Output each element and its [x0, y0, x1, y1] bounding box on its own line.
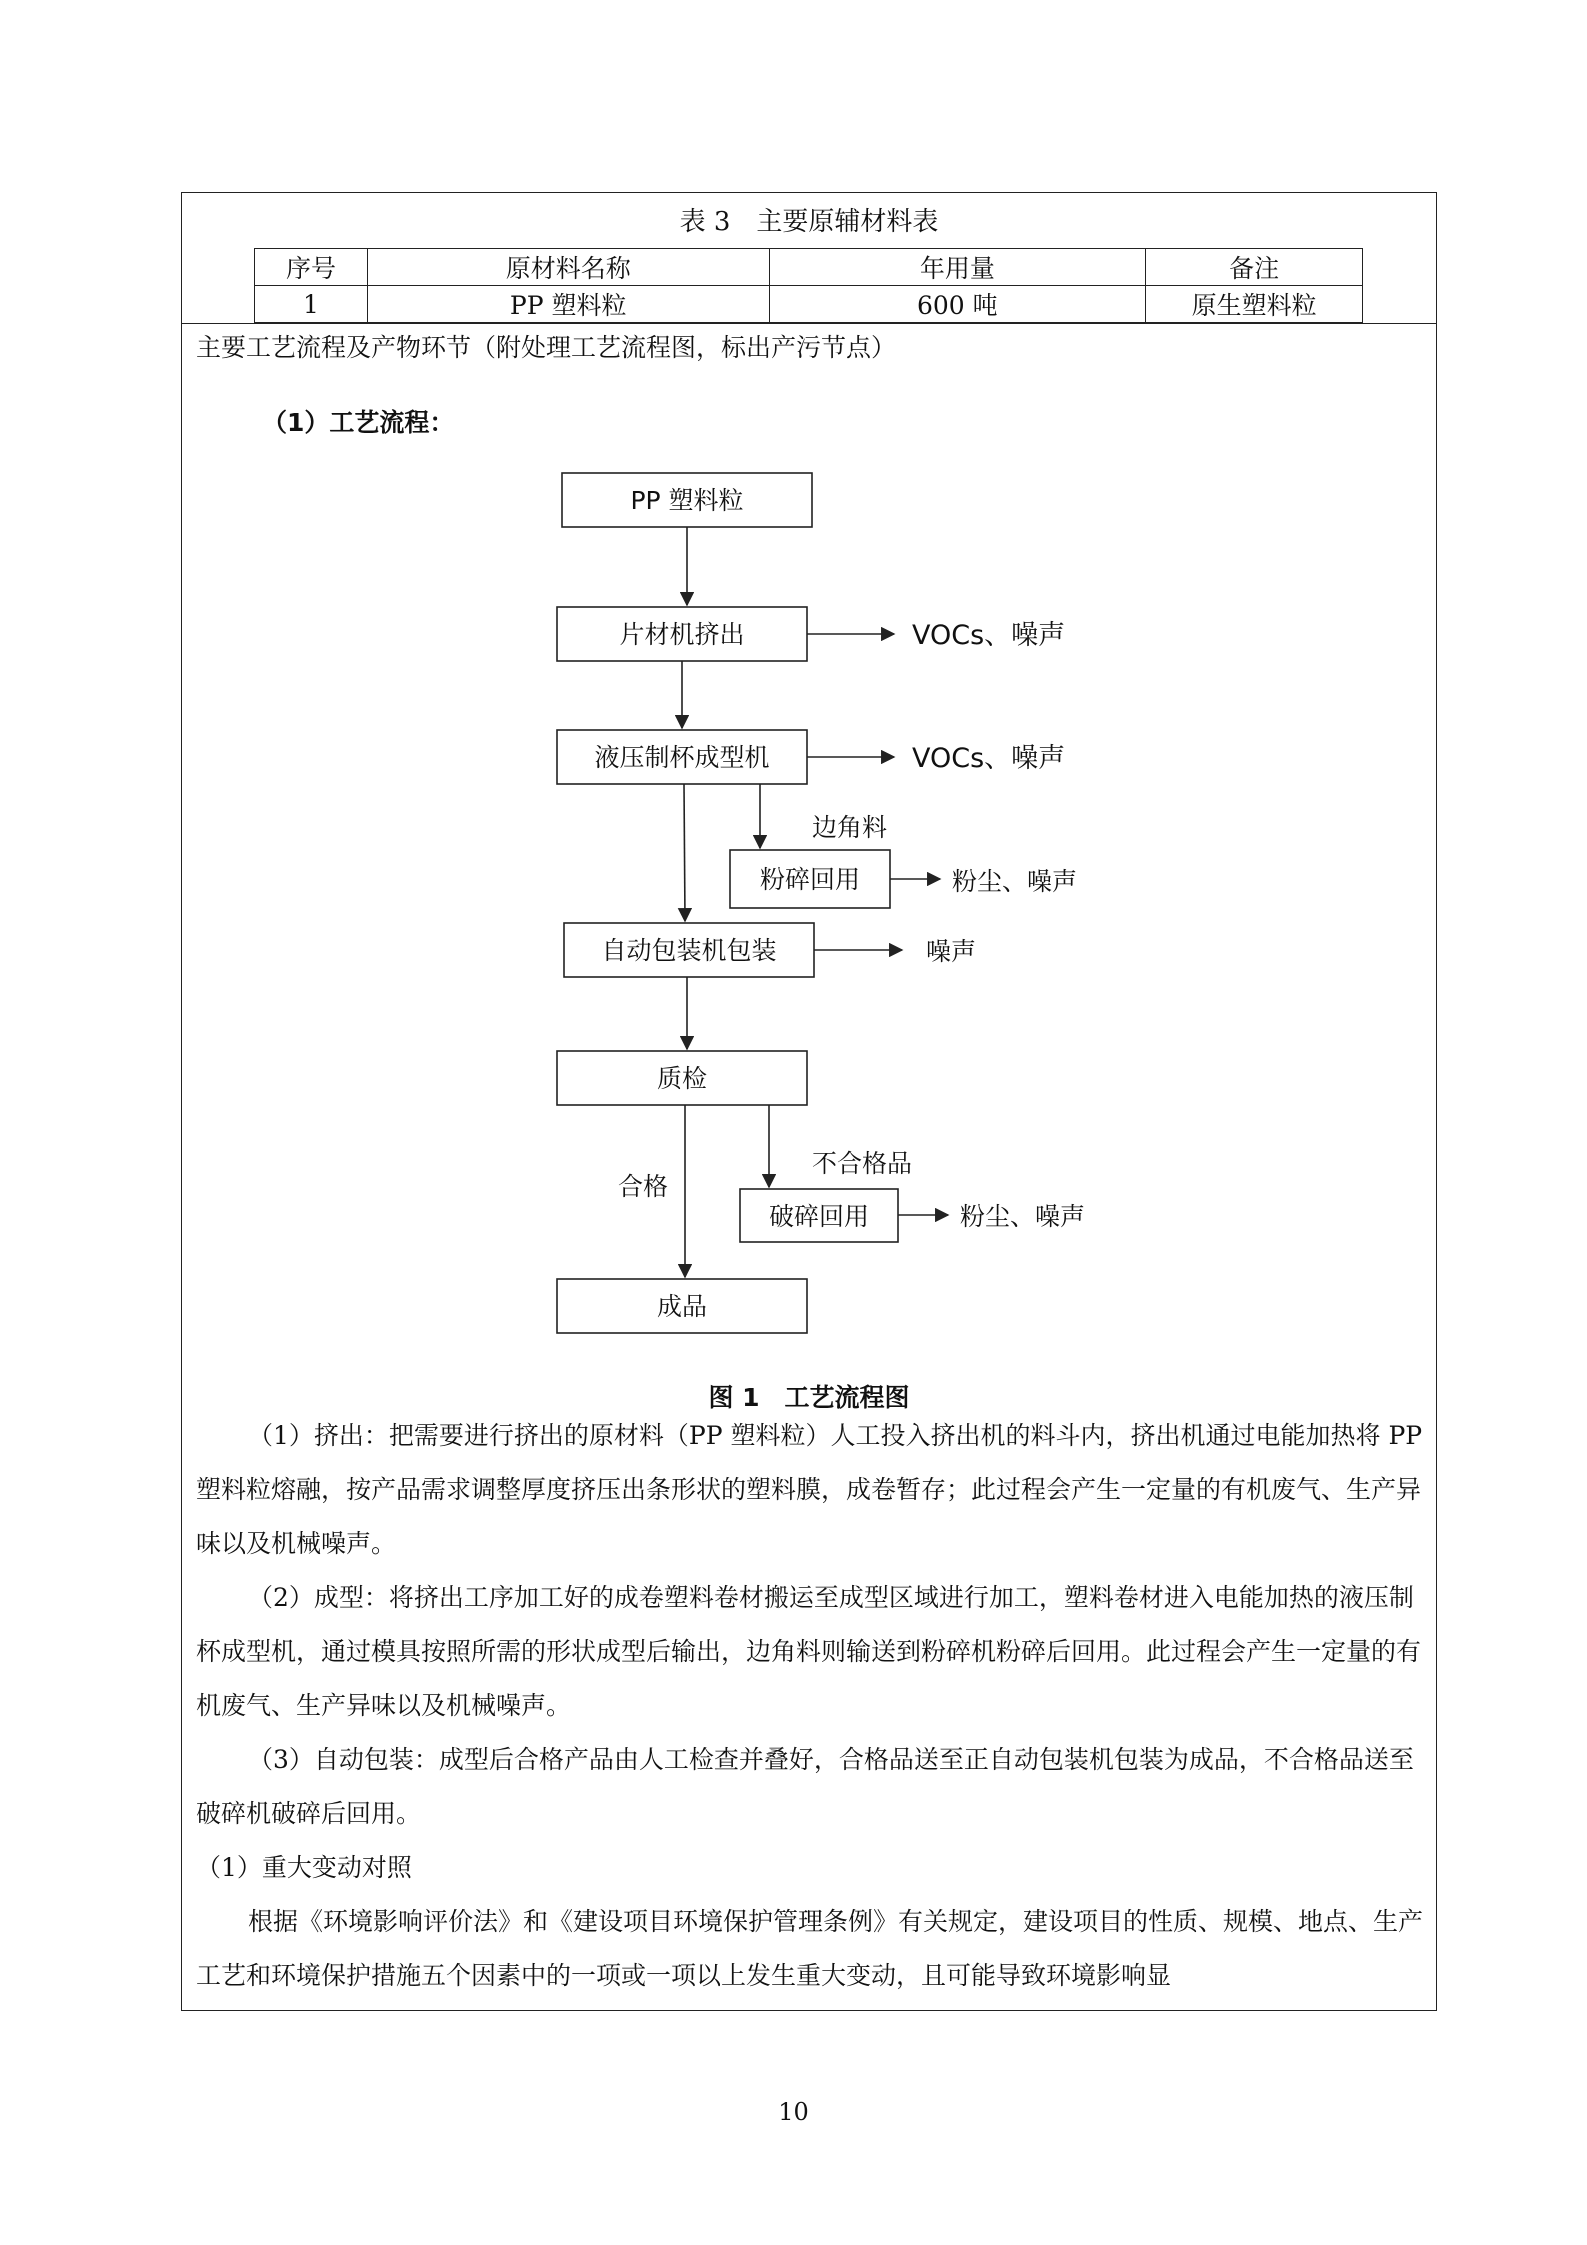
process-flow-diagram	[182, 443, 1436, 1373]
process-subheading: （1）工艺流程：	[262, 408, 455, 437]
emission-break: 粉尘、噪声	[960, 1202, 1086, 1231]
emission-pack: 噪声	[926, 937, 977, 966]
node-quality-check-label: 质检	[656, 1064, 708, 1093]
node-mold-label: 液压制杯成型机	[594, 743, 770, 772]
table-header-row	[255, 249, 1363, 286]
paragraph-major-change-heading: （1）重大变动对照	[196, 1853, 412, 1882]
node-auto-pack-label: 自动包装机包装	[601, 936, 777, 965]
table-caption: 表 3 主要原辅材料表	[679, 207, 939, 237]
branch-scrap-label: 边角料	[812, 813, 888, 842]
cell-remark: 原生塑料粒	[1146, 286, 1363, 323]
header-index: 序号	[255, 249, 368, 286]
cell-index: 1	[255, 286, 368, 323]
materials-table-section	[182, 193, 1436, 324]
cell-annual-usage: 600 吨	[769, 286, 1146, 323]
emission-crush: 粉尘、噪声	[952, 867, 1078, 896]
figure-caption: 图 1 工艺流程图	[708, 1383, 910, 1412]
arrow-mold-to-pack	[684, 784, 685, 921]
paragraph-major-change-body: 根据《环境影响评价法》和《建设项目环境保护管理条例》有关规定，建设项目的性质、规模、地点、生产工艺和环境保护措施五个因素中的一项或一项以上发生重大变动，且可能导致环境影响显	[196, 1907, 1424, 1990]
page-number: 10	[778, 2098, 809, 2126]
header-material-name: 原材料名称	[367, 249, 769, 286]
node-pp-pellets-label: PP 塑料粒	[630, 486, 744, 515]
node-crush-recycle-label: 粉碎回用	[759, 865, 861, 894]
header-annual-usage: 年用量	[769, 249, 1146, 286]
branch-reject-label: 不合格品	[812, 1149, 913, 1178]
node-extrude-label: 片材机挤出	[619, 620, 745, 649]
cell-material-name: PP 塑料粒	[367, 286, 769, 323]
paragraph-extrusion: （1）挤出：把需要进行挤出的原材料（PP 塑料粒）人工投入挤出机的料斗内，挤出机通过电能加热将 PP 塑料粒熔融，按产品需求调整厚度挤压出条形状的塑料膜，成卷暂存；此过程会产生一定量的有机废气、生产异味以及机械噪声。	[196, 1421, 1423, 1558]
report-frame	[181, 192, 1437, 2011]
paragraph-packaging: （3）自动包装：成型后合格产品由人工检查并叠好，合格品送至正自动包装机包装为成品，不合格品送至破碎机破碎后回用。	[196, 1745, 1414, 1828]
materials-table	[254, 248, 1363, 323]
emission-mold: VOCs、噪声	[912, 743, 1066, 774]
process-intro: 主要工艺流程及产物环节（附处理工艺流程图，标出产污节点）	[196, 333, 897, 362]
emission-extrude: VOCs、噪声	[912, 620, 1066, 651]
table-row	[255, 286, 1363, 323]
header-remark: 备注	[1146, 249, 1363, 286]
paragraph-molding: （2）成型：将挤出工序加工好的成卷塑料卷材搬运至成型区域进行加工，塑料卷材进入电能加热的液压制杯成型机，通过模具按照所需的形状成型后输出，边角料则输送到粉碎机粉碎后回用。此过程会产生一定量的有机废气、生产异味以及机械噪声。	[196, 1583, 1422, 1720]
node-finished-product-label: 成品	[656, 1292, 708, 1321]
node-break-recycle-label: 破碎回用	[768, 1202, 870, 1231]
branch-pass-label: 合格	[618, 1172, 669, 1201]
